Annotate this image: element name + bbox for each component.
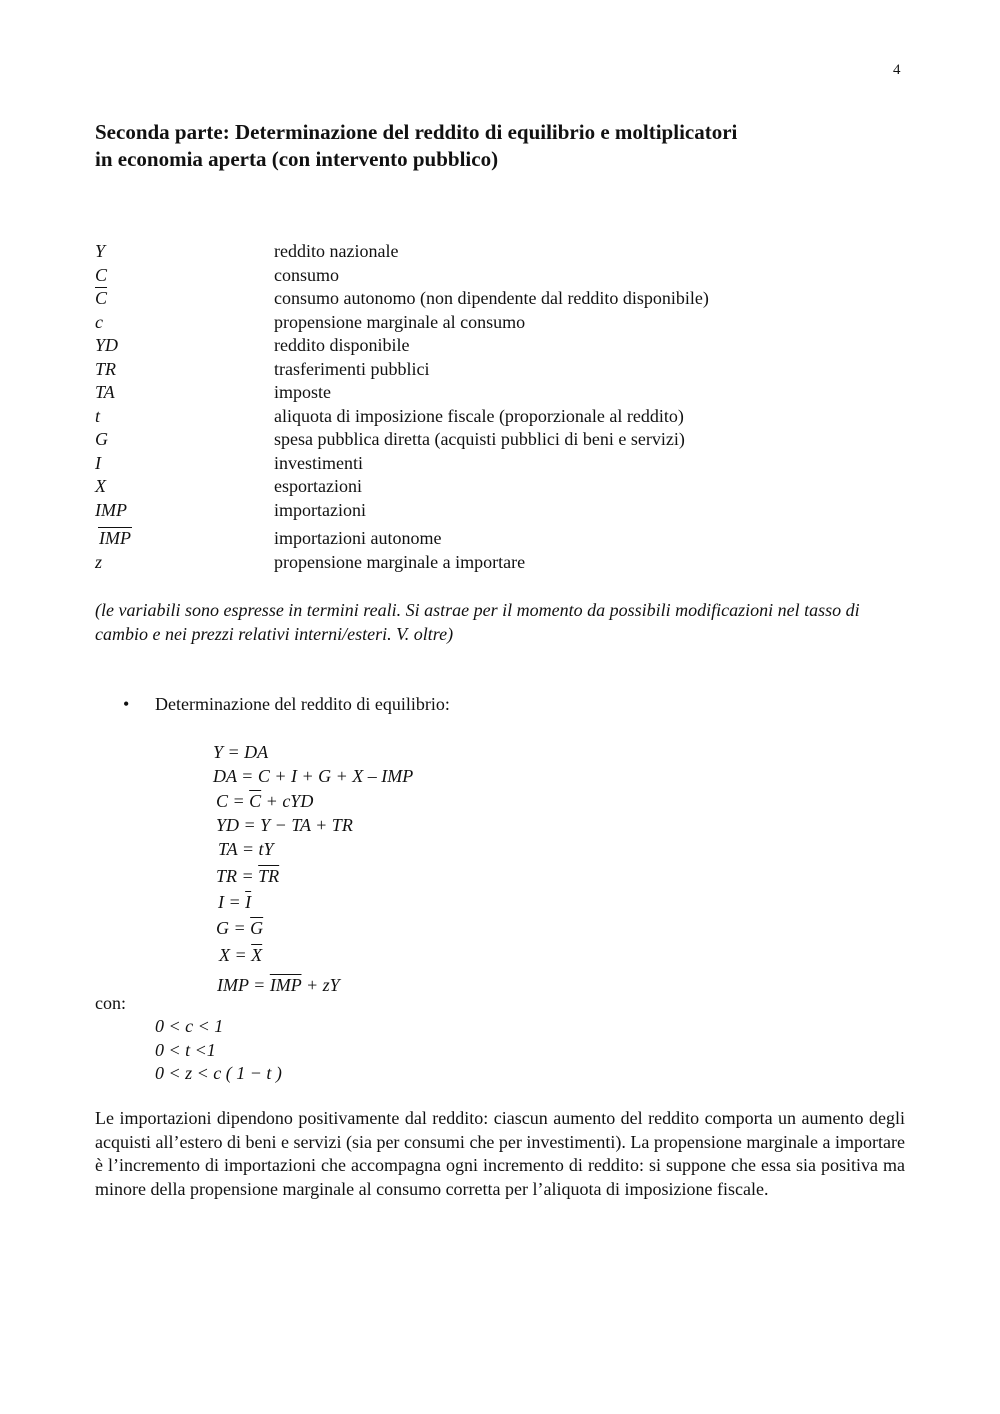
glossary-description: imposte [274,382,331,402]
glossary-symbol: Y [95,241,106,261]
glossary-description: investimenti [274,452,363,473]
overline-symbol: $\overline{C}$ [249,791,262,811]
glossary-description: aliquota di imposizione fiscale (proporzionale al reddito) [274,405,684,426]
equation [218,889,418,914]
equation-lhs: X = [219,945,252,965]
glossary-row [95,405,915,429]
glossary-description: propensione marginale al consumo [274,311,526,332]
equation [217,968,417,998]
glossary-symbol-overlined: $\overline{C}$ [95,288,108,308]
bullet-text: Determinazione del reddito di equilibrio: [155,694,450,714]
glossary-symbol: TA [95,382,115,402]
glossary-description: reddito disponibile [274,335,410,355]
equation-rhs: + cYD [261,791,314,811]
glossary-description: importazioni autonome [274,528,442,548]
note-italic: (le variabili sono espresse in termini reali. Si astrae per il momento da possibili modificazioni nel tasso di cambio e nei prezzi relativi interni/esteri. V. oltre) [95,600,860,644]
overline-symbol: $\overline{X}$ [251,945,263,965]
condition: 0 < t <1 [155,1039,216,1060]
glossary-row [95,522,915,551]
equation: YD = Y − TA + TR [216,815,353,835]
section-title [95,119,915,173]
glossary-description: importazioni [274,499,366,520]
glossary-description: consumo [274,264,339,285]
condition: 0 < c < 1 [155,1016,224,1036]
glossary-row [95,428,915,452]
glossary-symbol: YD [95,335,119,355]
equation [216,788,416,813]
overline-symbol: IMP [99,528,131,548]
equation: Y = DA [213,742,269,762]
con-label: con: [95,993,126,1013]
glossary-row [95,287,915,311]
glossary-row [95,452,915,476]
page-number: 4 [893,62,901,78]
glossary-row [95,334,915,358]
section-title-line-1: Seconda parte: Determinazione del reddito di equilibrio e moltiplicatori [95,120,738,144]
glossary-row [95,551,915,575]
variable-glossary [95,240,915,575]
glossary-description: spesa pubblica diretta (acquisti pubblici di beni e servizi) [274,429,685,449]
glossary-symbol: I [95,452,101,473]
overline-symbol: $\overline{G}$ [250,918,264,938]
equation-lhs: G = [216,918,251,938]
equation: DA = C + I + G + X – IMP [213,766,414,786]
glossary-row [95,499,915,523]
overline-symbol: $\overline{I}$ [245,892,252,912]
equation [216,862,416,889]
glossary-row [95,240,915,264]
glossary-description: consumo autonomo (non dipendente dal reddito disponibile) [274,288,709,308]
equation [219,941,419,968]
glossary-description: trasferimenti pubblici [274,358,430,379]
equation [216,914,416,941]
bullet-dot-icon: • [123,694,130,714]
parameter-conditions [155,1015,282,1086]
equation-lhs: C = [216,791,250,811]
glossary-description: reddito nazionale [274,241,399,261]
glossary-symbol: IMP [95,499,127,520]
glossary-description: esportazioni [274,476,362,496]
glossary-description: propensione marginale a importare [274,552,526,572]
condition: 0 < z < c ( 1 − t ) [155,1063,282,1083]
glossary-row [95,264,915,288]
equation-rhs: + zY [301,975,340,995]
glossary-row [95,475,915,499]
equation-system [213,740,413,998]
equation: TA = tY [218,839,274,859]
overline-symbol: $\overline{TR}$ [258,866,280,886]
glossary-row [95,381,915,405]
glossary-row [95,358,915,382]
glossary-symbol: c [95,311,103,332]
glossary-row [95,311,915,335]
glossary-symbol: z [95,552,103,572]
glossary-symbol: t [95,405,101,426]
equation-lhs: I = [218,892,246,912]
equation-lhs: TR = [216,866,259,886]
glossary-symbol: X [95,476,106,496]
equation-lhs: IMP = [217,975,270,995]
glossary-symbol: G [95,429,108,449]
overline-symbol: $\overline{IMP}$ [269,975,302,995]
glossary-symbol: TR [95,358,117,379]
glossary-symbol: C [95,264,108,285]
explanation-paragraph: Le importazioni dipendono positivamente dal reddito: ciascun aumento del reddito comporta un aumento degli acquisti all’estero di beni e servizi (sia per consumi che per investimenti). La propensione marginale a importare è l’incremento di importazioni che accompagna ogni incremento di reddito: si suppone che essa sia positiva ma minore della propensione marginale al consumo corretta per l’aliquota di imposizione fiscale. [95,1108,905,1199]
section-title-line-2: in economia aperta (con intervento pubblico) [95,147,499,171]
